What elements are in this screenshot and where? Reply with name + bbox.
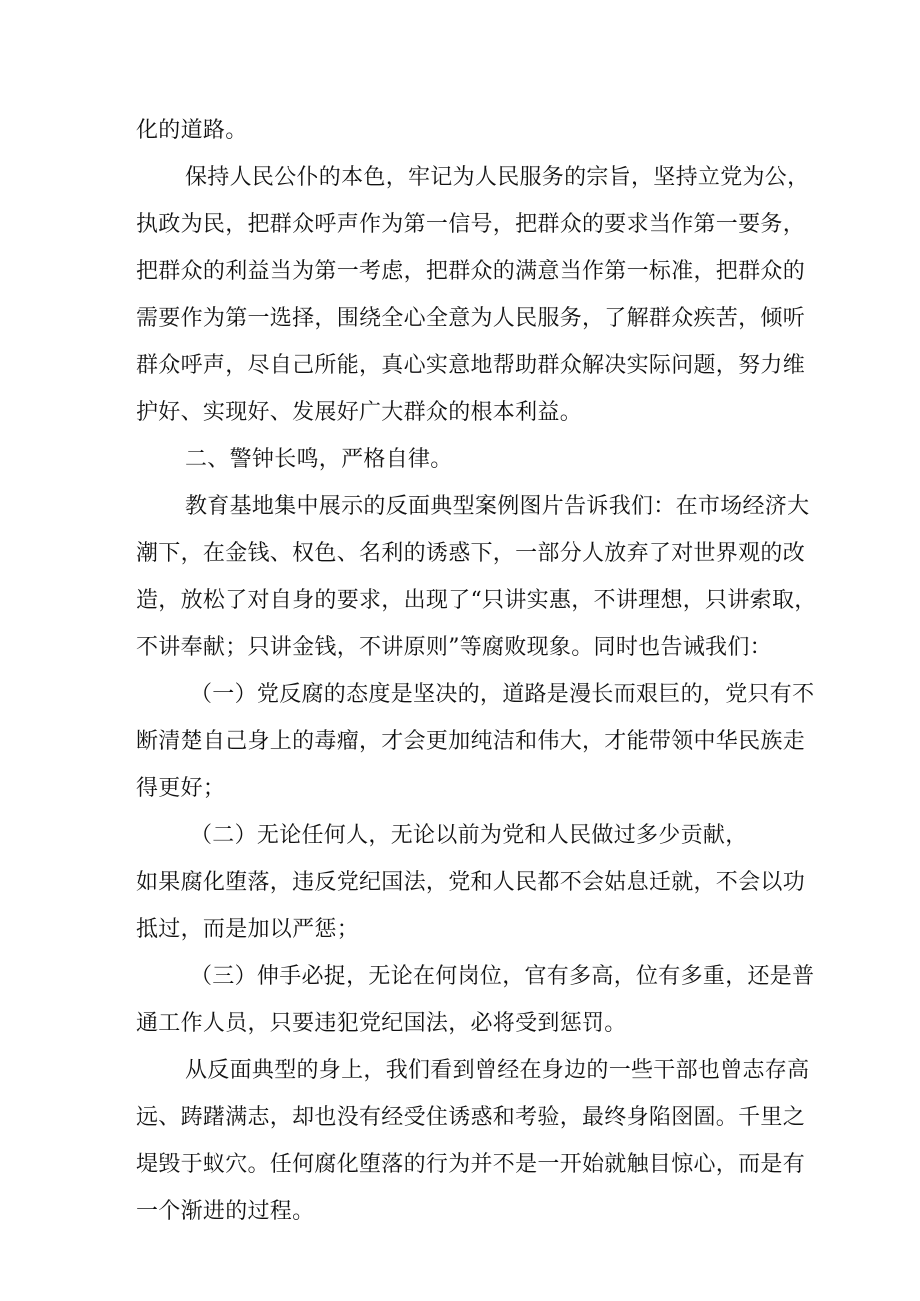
text-line: 化的道路。 [136,118,248,143]
text-line: 造，放松了对自身的要求，出现了“只讲实惠，不讲理想，只讲索取， [136,588,817,613]
text-line: 潮下，在金钱、权色、名利的诱惑下，一部分人放弃了对世界观的改 [136,541,806,566]
text-line: 需要作为第一选择，围绕全心全意为人民服务，了解群众疾苦，倾听 [136,306,806,331]
section-heading: 二、警钟长鸣，严格自律。 [185,447,453,472]
text-line: 执政为民，把群众呼声作为第一信号，把群众的要求当作第一要务， [136,212,806,237]
text-line: 保持人民公仆的本色，牢记为人民服务的宗旨，坚持立党为公， [185,165,810,190]
text-line: 如果腐化堕落，违反党纪国法，党和人民都不会姑息迁就，不会以功 [136,870,806,895]
text-line: 一个渐进的过程。 [136,1199,315,1224]
text-line: （二）无论任何人，无论以前为党和人民做过多少贡献， [190,823,748,848]
text-line: （一）党反腐的态度是坚决的，道路是漫长而艰巨的，党只有不 [190,682,815,707]
text-line: 抵过，而是加以严惩； [136,917,360,942]
text-line: 不讲奉献；只讲金钱，不讲原则”等腐败现象。同时也告诫我们： [136,635,772,660]
text-line: 护好、实现好、发展好广大群众的根本利益。 [136,400,583,425]
text-line: 得更好； [136,776,226,801]
text-line: 断清楚自己身上的毒瘤，才会更加纯洁和伟大，才能带领中华民族走 [136,729,806,754]
text-line: 群众呼声，尽自己所能，真心实意地帮助群众解决实际问题，努力维 [136,353,806,378]
text-line: 通工作人员，只要违犯党纪国法，必将受到惩罚。 [136,1011,627,1036]
text-line: （三）伸手必捉，无论在何岗位，官有多高，位有多重，还是普 [190,964,815,989]
text-line: 堤毁于蚁穴。任何腐化堕落的行为并不是一开始就触目惊心，而是有 [136,1152,806,1177]
text-line: 从反面典型的身上，我们看到曾经在身边的一些干部也曾志存高 [185,1058,810,1083]
text-line: 远、踌躇满志，却也没有经受住诱惑和考验，最终身陷囹圄。千里之 [136,1105,806,1130]
text-line: 教育基地集中展示的反面典型案例图片告诉我们：在市场经济大 [185,494,810,519]
text-line: 把群众的利益当为第一考虑，把群众的满意当作第一标准，把群众的 [136,259,806,284]
